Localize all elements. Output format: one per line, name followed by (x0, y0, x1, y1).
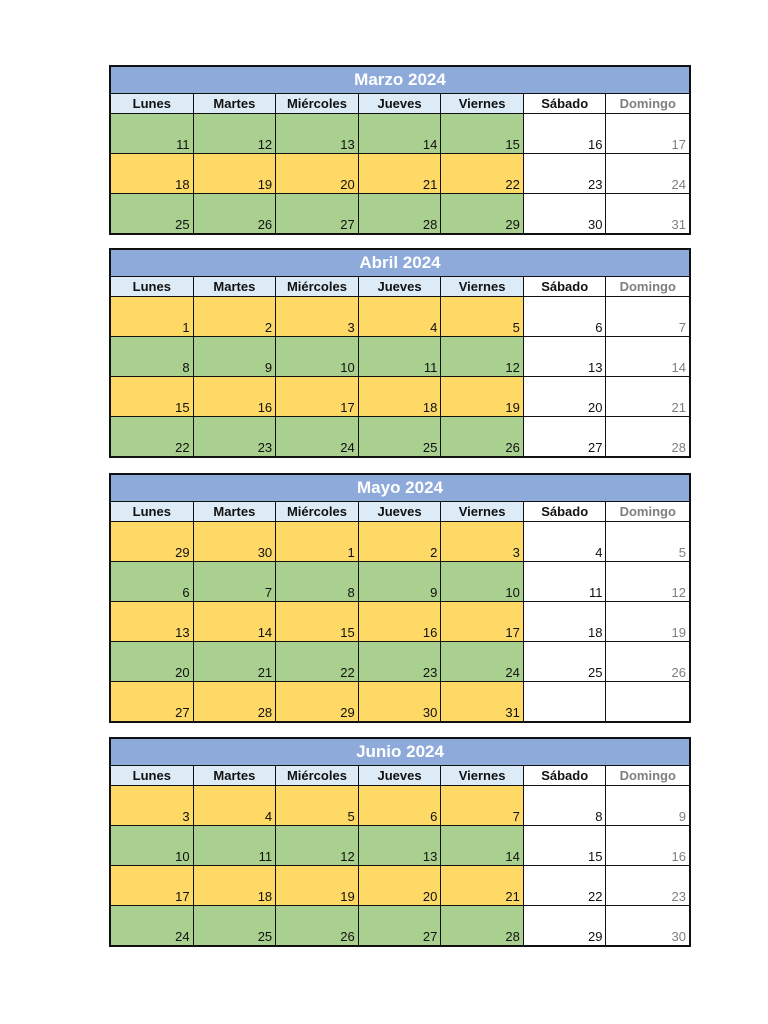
day-cell (111, 194, 194, 233)
day-number: 6 (430, 809, 438, 824)
weekday-header-row (111, 502, 689, 522)
day-number: 29 (505, 217, 520, 232)
day-cell (606, 786, 689, 825)
day-number: 23 (671, 889, 686, 904)
week-row (111, 866, 689, 906)
day-cell (111, 297, 194, 336)
day-number: 11 (258, 849, 273, 864)
day-cell (111, 642, 194, 681)
day-cell (276, 114, 359, 153)
day-number: 12 (505, 360, 520, 375)
day-cell (441, 522, 524, 561)
day-cell (276, 642, 359, 681)
month-title: Mayo 2024 (111, 475, 689, 502)
day-cell (441, 906, 524, 945)
weekday-label: Domingo (606, 94, 689, 113)
week-row (111, 906, 689, 945)
day-cell (441, 602, 524, 641)
day-number: 22 (505, 177, 520, 192)
day-number: 26 (340, 929, 355, 944)
day-number: 21 (257, 665, 273, 680)
day-cell (194, 522, 277, 561)
day-cell (111, 562, 194, 601)
day-number: 27 (588, 440, 603, 455)
day-cell (524, 337, 607, 376)
week-row (111, 826, 689, 866)
day-cell (111, 114, 194, 153)
day-cell (359, 642, 442, 681)
day-number: 5 (347, 809, 355, 824)
day-number: 25 (257, 929, 273, 944)
day-cell (441, 297, 524, 336)
day-number: 13 (422, 849, 438, 864)
day-number: 26 (505, 440, 520, 455)
month-title: Junio 2024 (111, 739, 689, 766)
day-cell (276, 906, 359, 945)
weekday-label: Sábado (524, 502, 607, 521)
month-title: Abril 2024 (111, 250, 689, 277)
day-number: 1 (347, 545, 355, 560)
day-number: 18 (257, 889, 273, 904)
day-cell (359, 114, 442, 153)
day-cell (606, 194, 689, 233)
day-cell (606, 562, 689, 601)
weekday-label: Lunes (111, 277, 194, 296)
day-number: 3 (182, 809, 190, 824)
day-cell (194, 602, 277, 641)
week-row (111, 682, 689, 721)
day-cell (441, 194, 524, 233)
day-number: 18 (175, 177, 190, 192)
day-number: 19 (340, 889, 355, 904)
day-cell (111, 154, 194, 193)
week-row (111, 522, 689, 562)
day-cell (276, 154, 359, 193)
weekday-label: Viernes (441, 502, 524, 521)
week-row (111, 337, 689, 377)
day-cell (524, 562, 607, 601)
day-number: 28 (422, 217, 438, 232)
day-number: 23 (588, 177, 603, 192)
day-cell (524, 154, 607, 193)
day-cell (276, 682, 359, 721)
day-cell (359, 377, 442, 416)
day-number: 20 (175, 665, 190, 680)
weekday-label: Jueves (359, 766, 442, 785)
day-number: 27 (422, 929, 438, 944)
day-cell (606, 114, 689, 153)
weekday-label: Lunes (111, 94, 194, 113)
day-number: 7 (264, 585, 273, 600)
day-number: 7 (512, 809, 520, 824)
day-number: 24 (671, 177, 686, 192)
day-number: 28 (505, 929, 520, 944)
day-number: 30 (422, 705, 438, 720)
day-number: 28 (671, 440, 686, 455)
day-number: 3 (512, 545, 520, 560)
day-cell (359, 417, 442, 456)
week-row (111, 114, 689, 154)
day-number: 16 (671, 849, 686, 864)
day-cell (606, 337, 689, 376)
day-number: 22 (340, 665, 355, 680)
day-cell (111, 906, 194, 945)
weekday-header-row (111, 94, 689, 114)
day-number: 15 (588, 849, 603, 864)
day-cell (276, 297, 359, 336)
day-number: 14 (671, 360, 686, 375)
day-cell (194, 154, 277, 193)
day-cell (194, 297, 277, 336)
day-number: 9 (264, 360, 273, 375)
day-cell (606, 297, 689, 336)
day-cell (276, 417, 359, 456)
day-cell (359, 154, 442, 193)
day-cell (359, 906, 442, 945)
weekday-label: Jueves (359, 502, 442, 521)
day-cell (359, 297, 442, 336)
day-cell (359, 826, 442, 865)
day-number: 23 (257, 440, 273, 455)
day-cell (524, 602, 607, 641)
day-cell (606, 522, 689, 561)
week-row (111, 194, 689, 233)
day-number: 9 (430, 585, 438, 600)
day-cell (194, 826, 277, 865)
day-number: 12 (671, 585, 686, 600)
day-number: 30 (257, 545, 273, 560)
weekday-label: Lunes (111, 502, 194, 521)
day-cell (441, 114, 524, 153)
day-number: 20 (588, 400, 603, 415)
day-number: 9 (678, 809, 686, 824)
day-cell (524, 866, 607, 905)
day-number: 24 (175, 929, 190, 944)
weekday-label: Miércoles (276, 94, 359, 113)
weekday-label: Lunes (111, 766, 194, 785)
day-cell (606, 377, 689, 416)
day-cell (359, 194, 442, 233)
day-cell (359, 522, 442, 561)
day-cell (194, 682, 277, 721)
day-cell (359, 602, 442, 641)
weekday-label: Jueves (359, 94, 442, 113)
month-calendar (109, 737, 691, 947)
day-cell (524, 377, 607, 416)
day-cell (276, 337, 359, 376)
day-cell (606, 602, 689, 641)
day-number: 1 (182, 320, 190, 335)
day-number: 31 (505, 705, 520, 720)
day-number: 21 (671, 400, 686, 415)
day-cell (276, 866, 359, 905)
day-number: 12 (257, 137, 273, 152)
day-cell (194, 114, 277, 153)
day-cell (524, 297, 607, 336)
day-number: 16 (588, 137, 603, 152)
day-number: 6 (595, 320, 603, 335)
day-number: 25 (175, 217, 190, 232)
day-number: 26 (257, 217, 273, 232)
day-cell (111, 786, 194, 825)
weekday-label: Domingo (606, 277, 689, 296)
weekday-label: Sábado (524, 277, 607, 296)
day-cell (194, 562, 277, 601)
weekday-label: Martes (194, 766, 277, 785)
day-number: 4 (595, 545, 603, 560)
weekday-header-row (111, 277, 689, 297)
day-cell (194, 642, 277, 681)
day-number: 15 (340, 625, 355, 640)
day-number: 11 (588, 585, 603, 600)
day-cell (606, 826, 689, 865)
week-row (111, 377, 689, 417)
day-number: 20 (422, 889, 438, 904)
day-cell (441, 682, 524, 721)
day-number: 14 (505, 849, 520, 864)
day-number: 21 (505, 889, 520, 904)
day-number: 2 (264, 320, 273, 335)
day-number: 25 (588, 665, 603, 680)
week-row (111, 642, 689, 682)
day-number: 15 (175, 400, 190, 415)
day-cell (194, 417, 277, 456)
day-number: 19 (671, 625, 686, 640)
month-calendar (109, 248, 691, 458)
day-cell (111, 826, 194, 865)
day-number: 3 (347, 320, 355, 335)
day-number: 26 (671, 665, 686, 680)
day-cell (276, 786, 359, 825)
day-number: 5 (512, 320, 520, 335)
day-number: 18 (422, 400, 438, 415)
day-cell (524, 786, 607, 825)
day-number: 14 (422, 137, 438, 152)
weekday-label: Miércoles (276, 766, 359, 785)
day-cell (606, 906, 689, 945)
day-number: 29 (340, 705, 355, 720)
day-number: 25 (422, 440, 438, 455)
day-cell (194, 377, 277, 416)
day-cell (524, 642, 607, 681)
day-cell (524, 114, 607, 153)
day-number: 4 (264, 809, 273, 824)
day-number: 14 (257, 625, 273, 640)
day-cell (276, 522, 359, 561)
day-cell (441, 562, 524, 601)
day-cell (194, 786, 277, 825)
weekday-label: Miércoles (276, 502, 359, 521)
day-number: 10 (505, 585, 520, 600)
day-cell (194, 337, 277, 376)
day-cell (359, 562, 442, 601)
weekday-label: Martes (194, 502, 277, 521)
day-cell (524, 194, 607, 233)
weekday-label: Martes (194, 94, 277, 113)
weekday-label: Viernes (441, 277, 524, 296)
day-cell (111, 417, 194, 456)
day-cell (441, 417, 524, 456)
day-cell (194, 906, 277, 945)
day-number: 24 (340, 440, 355, 455)
day-cell (524, 682, 607, 721)
weekday-label: Domingo (606, 502, 689, 521)
weekday-header-row (111, 766, 689, 786)
day-cell (194, 866, 277, 905)
day-number: 5 (678, 545, 686, 560)
day-number: 31 (671, 217, 686, 232)
day-number: 15 (505, 137, 520, 152)
week-row (111, 297, 689, 337)
day-cell (111, 866, 194, 905)
day-number: 19 (257, 177, 273, 192)
day-number: 13 (588, 360, 603, 375)
day-cell (276, 562, 359, 601)
day-number: 17 (505, 625, 520, 640)
month-calendar (109, 473, 691, 723)
month-title: Marzo 2024 (111, 67, 689, 94)
day-cell (276, 602, 359, 641)
day-number: 12 (340, 849, 355, 864)
day-cell (524, 417, 607, 456)
weekday-label: Jueves (359, 277, 442, 296)
day-number: 29 (588, 929, 603, 944)
day-number: 20 (340, 177, 355, 192)
day-cell (441, 866, 524, 905)
day-number: 17 (671, 137, 686, 152)
day-number: 28 (257, 705, 273, 720)
week-row (111, 562, 689, 602)
day-cell (524, 906, 607, 945)
day-number: 27 (340, 217, 355, 232)
day-cell (194, 194, 277, 233)
day-cell (111, 682, 194, 721)
day-cell (441, 826, 524, 865)
month-calendar (109, 65, 691, 235)
day-cell (606, 642, 689, 681)
day-number: 8 (347, 585, 355, 600)
day-number: 13 (340, 137, 355, 152)
day-number: 27 (175, 705, 190, 720)
day-number: 24 (505, 665, 520, 680)
day-cell (524, 826, 607, 865)
weekday-label: Sábado (524, 766, 607, 785)
day-cell (111, 377, 194, 416)
day-number: 8 (182, 360, 190, 375)
day-number: 23 (422, 665, 438, 680)
day-cell (276, 194, 359, 233)
day-cell (524, 522, 607, 561)
day-cell (359, 337, 442, 376)
week-row (111, 786, 689, 826)
day-number: 22 (588, 889, 603, 904)
week-row (111, 154, 689, 194)
day-cell (606, 866, 689, 905)
day-cell (359, 682, 442, 721)
weekday-label: Martes (194, 277, 277, 296)
weekday-label: Domingo (606, 766, 689, 785)
day-cell (441, 377, 524, 416)
day-number: 6 (182, 585, 190, 600)
day-number: 10 (340, 360, 355, 375)
day-cell (111, 522, 194, 561)
day-cell (441, 337, 524, 376)
day-number: 2 (430, 545, 438, 560)
day-number: 13 (175, 625, 190, 640)
day-number: 17 (175, 889, 190, 904)
day-cell (606, 682, 689, 721)
day-cell (441, 786, 524, 825)
day-number: 17 (340, 400, 355, 415)
day-number: 21 (422, 177, 438, 192)
day-cell (606, 417, 689, 456)
week-row (111, 602, 689, 642)
day-number: 10 (175, 849, 190, 864)
day-cell (276, 377, 359, 416)
day-number: 29 (175, 545, 190, 560)
day-number: 18 (588, 625, 603, 640)
day-cell (359, 866, 442, 905)
day-cell (359, 786, 442, 825)
day-number: 11 (423, 360, 438, 375)
day-cell (441, 154, 524, 193)
week-row (111, 417, 689, 456)
day-number: 4 (430, 320, 438, 335)
day-number: 11 (176, 137, 190, 152)
day-number: 16 (422, 625, 438, 640)
day-cell (111, 602, 194, 641)
day-number: 30 (671, 929, 686, 944)
weekday-label: Viernes (441, 766, 524, 785)
day-cell (441, 642, 524, 681)
day-number: 30 (588, 217, 603, 232)
day-cell (276, 826, 359, 865)
weekday-label: Sábado (524, 94, 607, 113)
weekday-label: Miércoles (276, 277, 359, 296)
day-number: 19 (505, 400, 520, 415)
day-number: 22 (175, 440, 190, 455)
day-cell (606, 154, 689, 193)
day-number: 8 (595, 809, 603, 824)
day-number: 16 (257, 400, 273, 415)
day-cell (111, 337, 194, 376)
weekday-label: Viernes (441, 94, 524, 113)
day-number: 7 (678, 320, 686, 335)
